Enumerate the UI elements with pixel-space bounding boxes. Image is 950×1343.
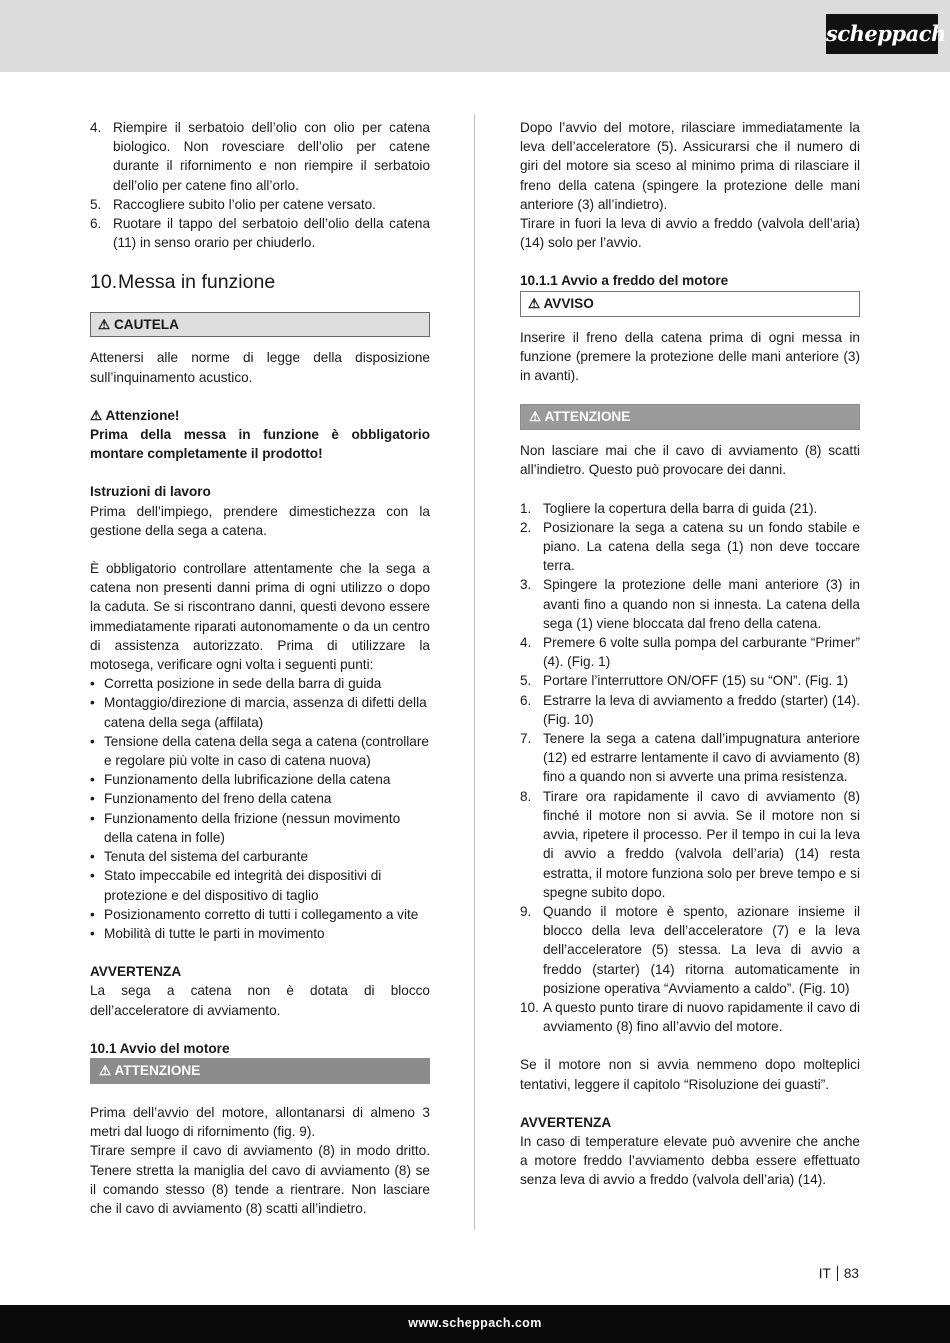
list-item: 10. A questo punto tirare di nuovo rapidamente il cavo di avviamento (8) fino all’avvio del motore. [520, 999, 860, 1035]
page-number: IT 83 [818, 1266, 859, 1281]
list-item: 3. Spingere la protezione delle mani anteriore (3) in avanti fino a quando non si innesta. La catena della sega (1) viene bloccata dal freno della catena. [520, 577, 860, 631]
start-paragraph-1: Prima dell’avvio del motore, allontanarsi di almeno 3 metri dal luogo di rifornimento (fig. 9). [90, 1104, 430, 1140]
list-item: 5. Raccogliere subito l’olio per catene versato. [90, 196, 376, 212]
list-item: • Funzionamento del freno della catena [90, 791, 332, 807]
warning-title: AVVERTENZA [520, 1114, 612, 1130]
cold-start-steps [520, 499, 860, 1037]
column-divider [474, 114, 475, 1230]
instructions-title: Istruzioni di lavoro [90, 484, 211, 500]
list-item: • Funzionamento della frizione (nessun movimento della catena in folle) [90, 810, 401, 845]
list-item: 4. Riempire il serbatoio dell’olio con olio per catena biologico. Non rovesciare dell’olio per catene durante il rifornimento e non riempire il serbatoio dell’olio per catene fino all’orlo. [90, 120, 430, 193]
attention-box: ⚠ ATTENZIONE [90, 1058, 430, 1084]
list-item: 2. Posizionare la sega a catena su un fondo stabile e piano. La catena della sega (1) non deve toccare terra. [520, 519, 860, 574]
after-start-paragraph: Dopo l’avvio del motore, rilasciare immediatamente la leva dell’acceleratore (5). Assicurarsi che il numero di giri del motore sia sceso al minimo prima di rilasciare il freno della catena (spingere la protezione delle mani anteriore (3) all’indietro). [520, 120, 860, 212]
check-list [90, 674, 430, 943]
subsection-heading: 10.1.1 Avvio a freddo del motore [520, 273, 729, 289]
list-item: 6. Estrarre la leva di avviamento a freddo (starter) (14). (Fig. 10) [520, 692, 860, 727]
start-paragraph-2: Tirare sempre il cavo di avviamento (8) in modo dritto. Tenere stretta la maniglia del cavo di avviamento (8) se il comando stesso (8) tende a rientrare. Non lasciare che il cavo di avviamento (8) scatti all’indietro. [90, 1143, 430, 1216]
right-column [520, 118, 860, 1190]
subsection-heading: 10.1 Avvio del motore [90, 1040, 230, 1056]
list-item: 5. Portare l’interruttore ON/OFF (15) su “ON”. (Fig. 1) [520, 673, 849, 689]
list-item: • Mobilità di tutte le parti in movimento [90, 925, 325, 941]
page-header [0, 0, 950, 72]
website-link[interactable]: www.scheppach.com [408, 1316, 542, 1330]
list-item: • Tenuta del sistema del carburante [90, 849, 309, 865]
list-item: 7. Tenere la sega a catena dall’impugnatura anteriore (12) ed estrarre lentamente il cavo di avviamento (8) fino a quando non si avverte una prima resistenza. [520, 731, 860, 785]
oil-fill-steps [90, 118, 430, 252]
list-item: • Posizionamento corretto di tutti i collegamento a vite [90, 906, 419, 922]
list-item: • Montaggio/direzione di marcia, assenza di difetti della catena della sega (affilata) [90, 695, 427, 730]
page-footer [0, 1305, 950, 1343]
warning-title: AVVERTENZA [90, 964, 182, 980]
list-item: 6. Ruotare il tappo del serbatoio dell’olio della catena (11) in senso orario per chiuderlo. [90, 216, 430, 251]
brand-logo: scheppach [826, 14, 938, 54]
brake-paragraph: Inserire il freno della catena prima di ogni messa in funzione (premere la protezione delle mani anteriore (3) in avanti). [520, 329, 860, 384]
notice-box: ⚠ AVVISO [520, 291, 860, 317]
list-item: • Corretta posizione in sede della barra di guida [90, 676, 382, 692]
list-item: 9. Quando il motore è spento, azionare insieme il blocco della leva dell’acceleratore (7) e la leva dell’acceleratore (5) stessa. La leva di avvio a freddo (starter) (14) ritorna automaticamente in posizione operativa “Avviamento a caldo”. (Fig. 10) [520, 903, 860, 996]
noise-paragraph: Attenersi alle norme di legge della disposizione sull’inquinamento acustico. [90, 350, 430, 385]
caution-box: ⚠ CAUTELA [90, 312, 430, 337]
instructions-text: Prima dell’impiego, prendere dimestichezza con la gestione della sega a catena. [90, 503, 430, 538]
list-item: 1. Togliere la copertura della barra di guida (21). [520, 500, 818, 516]
list-item: • Tensione della catena della sega a catena (controllare e regolare più volte in caso di catena nuova) [90, 733, 429, 769]
cord-paragraph: Non lasciare mai che il cavo di avviamento (8) scatti all’indietro. Questo può provocare dei danni. [520, 443, 860, 478]
attention-title: ⚠ Attenzione! [90, 407, 180, 423]
left-column [90, 118, 430, 1218]
attention-text: Prima della messa in funzione è obbligatorio montare completamente il prodotto! [90, 427, 430, 462]
list-item: 4. Premere 6 volte sulla pompa del carburante “Primer” (4). (Fig. 1) [520, 635, 860, 670]
fail-paragraph: Se il motore non si avvia nemmeno dopo molteplici tentativi, leggere il capitolo “Risoluzione dei guasti”. [520, 1057, 860, 1092]
warning-text: La sega a catena non è dotata di blocco dell’acceleratore di avviamento. [90, 983, 430, 1018]
section-heading: 10.Messa in funzione [90, 271, 276, 294]
attention-box: ⚠ ATTENZIONE [520, 404, 860, 430]
list-item: 8. Tirare ora rapidamente il cavo di avviamento (8) finché il motore non si avvia. Se il motore non si avvia, ripetere il processo. Per il tempo in cui la leva di avvio a freddo (valvola dell’aria) (14) resta estratta, il motore funziona solo per breve tempo e si spegne subito dopo. [520, 788, 860, 900]
check-paragraph: È obbligatorio controllare attentamente che la sega a catena non presenti danni prima di ogni utilizzo o dopo la caduta. Se si riscontrano danni, questi devono essere immediatamente riparati autonomamente o da un centro di assistenza autorizzato. Prima di utilizzare la motosega, verificare ogni volta i seguenti punti: [90, 561, 430, 673]
warning-text: In caso di temperature elevate può avvenire che anche a motore freddo l’avviamento debba essere effettuato senza leva di avvio a freddo (valvola dell’aria) (14). [520, 1133, 860, 1188]
list-item: • Stato impeccabile ed integrità dei dispositivi di protezione e del dispositivo di taglio [90, 868, 382, 903]
list-item: • Funzionamento della lubrificazione della catena [90, 772, 391, 788]
choke-paragraph: Tirare in fuori la leva di avvio a freddo (valvola dell’aria) (14) solo per l’avvio. [520, 216, 860, 251]
